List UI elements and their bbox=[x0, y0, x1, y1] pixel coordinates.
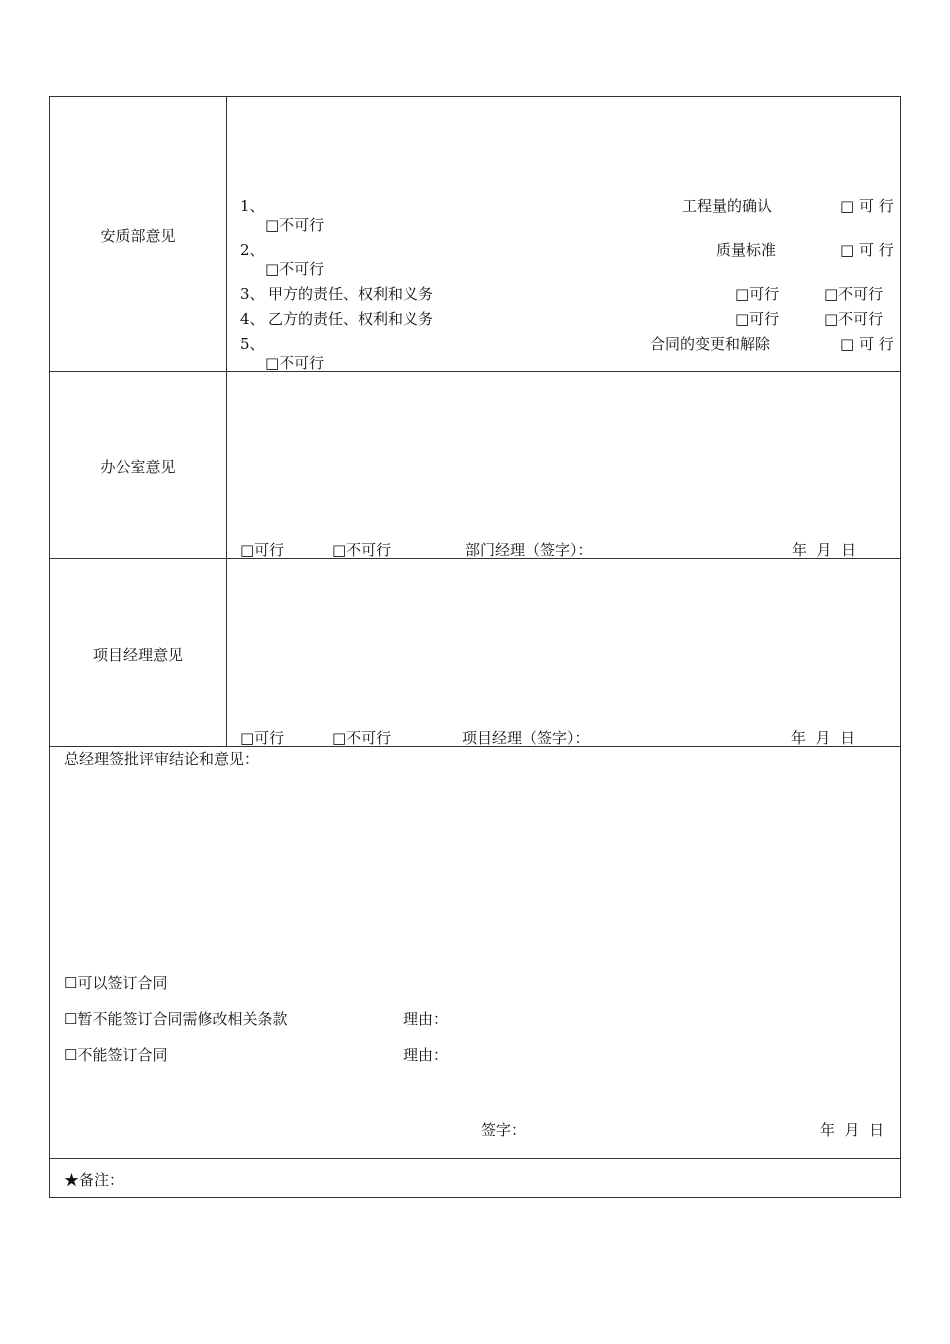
table-right-border bbox=[900, 96, 901, 1198]
gm-date: 年 月 日 bbox=[820, 1121, 885, 1139]
anzhi-label: 安质部意见 bbox=[100, 227, 176, 245]
office-signature-label: 部门经理（签字）： bbox=[465, 541, 593, 559]
office-date: 年 月 日 bbox=[792, 541, 857, 559]
item-4-text: 乙方的责任、权利和义务 bbox=[268, 310, 434, 328]
office-no-checkbox[interactable]: □不可行 bbox=[332, 541, 392, 559]
item-1-text: 工程量的确认 bbox=[682, 197, 773, 215]
item-5-ok-checkbox[interactable]: □ 可 行 bbox=[840, 335, 894, 353]
item-2-ok-checkbox[interactable]: □ 可 行 bbox=[840, 241, 894, 259]
item-2-text: 质量标准 bbox=[716, 241, 777, 259]
pm-no-checkbox[interactable]: □不可行 bbox=[332, 729, 392, 747]
item-5-no-checkbox[interactable]: □不可行 bbox=[265, 354, 325, 372]
gm-signature-label: 签字： bbox=[481, 1121, 527, 1139]
item-1-num: 1、 bbox=[240, 197, 265, 215]
gm-option-sign-checkbox[interactable]: ☐可以签订合同 bbox=[64, 974, 168, 992]
gm-reason-label-1: 理由： bbox=[403, 1010, 449, 1028]
item-3-num: 3、 bbox=[240, 285, 265, 303]
item-5-num: 5、 bbox=[240, 335, 265, 353]
item-4-num: 4、 bbox=[240, 310, 265, 328]
item-2-no-checkbox[interactable]: □不可行 bbox=[265, 260, 325, 278]
table-bottom-border bbox=[49, 1197, 901, 1198]
pm-ok-checkbox[interactable]: □可行 bbox=[240, 729, 285, 747]
item-4-no-checkbox[interactable]: □不可行 bbox=[824, 310, 884, 328]
gm-reason-label-2: 理由： bbox=[403, 1046, 449, 1064]
table-top-border bbox=[49, 96, 901, 97]
item-1-ok-checkbox[interactable]: □ 可 行 bbox=[840, 197, 894, 215]
row-divider-4 bbox=[49, 1158, 901, 1159]
item-2-num: 2、 bbox=[240, 241, 265, 259]
pm-signature-label: 项目经理（签字）： bbox=[462, 729, 590, 747]
pm-label: 项目经理意见 bbox=[92, 646, 183, 664]
item-5-text: 合同的变更和解除 bbox=[650, 335, 771, 353]
office-label: 办公室意见 bbox=[100, 458, 176, 476]
note-label: ★备注： bbox=[64, 1171, 125, 1189]
pm-date: 年 月 日 bbox=[791, 729, 856, 747]
office-ok-checkbox[interactable]: □可行 bbox=[240, 541, 285, 559]
item-4-ok-checkbox[interactable]: □可行 bbox=[735, 310, 780, 328]
item-3-no-checkbox[interactable]: □不可行 bbox=[824, 285, 884, 303]
gm-title: 总经理签批评审结论和意见： bbox=[64, 750, 260, 768]
row-divider-1 bbox=[49, 371, 901, 372]
label-column-divider bbox=[226, 96, 227, 747]
item-3-text: 甲方的责任、权利和义务 bbox=[268, 285, 434, 303]
gm-option-reject-checkbox[interactable]: ☐不能签订合同 bbox=[64, 1046, 168, 1064]
item-1-no-checkbox[interactable]: □不可行 bbox=[265, 216, 325, 234]
gm-option-modify-checkbox[interactable]: ☐暂不能签订合同需修改相关条款 bbox=[64, 1010, 288, 1028]
item-3-ok-checkbox[interactable]: □可行 bbox=[735, 285, 780, 303]
